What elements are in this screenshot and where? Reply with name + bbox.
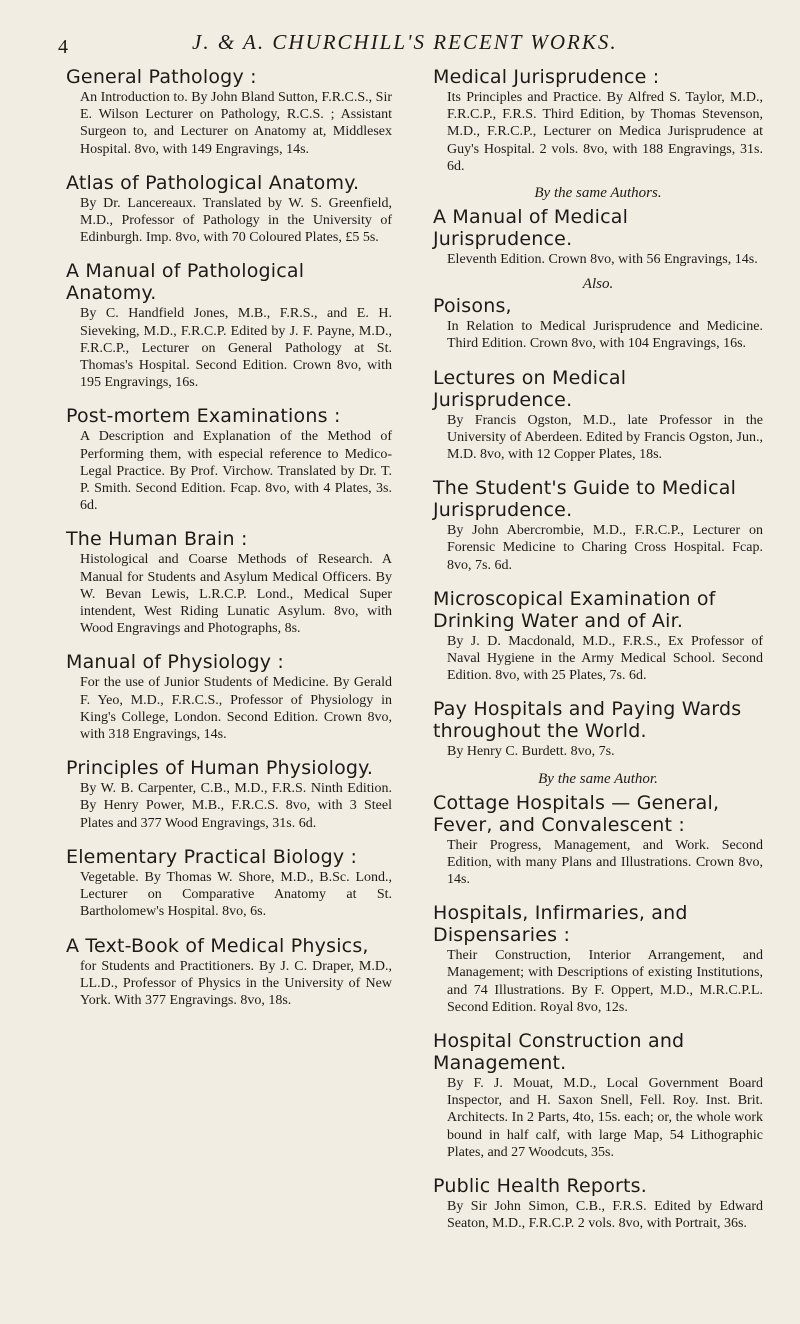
book-description: By J. D. Macdonald, M.D., F.R.S., Ex Professor of Naval Hygiene in the Army Medical School. Second Edition. 8vo, with 25 Plates, 7s. 6d.	[447, 633, 763, 684]
book-description: By John Abercrombie, M.D., F.R.C.P., Lecturer on Forensic Medicine to Charing Cross Hospital. Fcap. 8vo, 7s. 6d.	[447, 523, 763, 573]
book-title: Elementary Practical Biology :	[66, 845, 358, 868]
book-title: Poisons,	[433, 295, 512, 318]
book-entry	[433, 1030, 763, 1161]
book-title: The Human Brain :	[66, 528, 248, 551]
left-column	[66, 66, 392, 1023]
book-entry	[433, 792, 763, 889]
right-column	[433, 66, 763, 1247]
book-title: General Pathology :	[66, 66, 257, 88]
book-title: Microscopical Examination of Drinking Water and of Air.	[433, 587, 716, 632]
book-entry	[66, 405, 392, 514]
book-description: By Dr. Lancereaux. Translated by W. S. Greenfield, M.D., Professor of Pathology in the University of Edinburgh. Imp. 8vo, with 70 Coloured Plates, £5 5s.	[80, 195, 392, 246]
same-authors-note: By the same Authors.	[534, 185, 662, 202]
book-description: Vegetable. By Thomas W. Shore, M.D., B.Sc. Lond., Lecturer on Comparative Anatomy at St. Bartholomew's Hospital. 8vo, 6s.	[80, 869, 392, 920]
book-title: Pay Hospitals and Paying Wards throughout the World.	[433, 698, 742, 743]
book-entry	[433, 698, 763, 760]
book-description: An Introduction to. By John Bland Sutton, F.R.C.S., Sir E. Wilson Lecturer on Pathology, R.C.S. ; Assistant Surgeon to, and Lecturer on Anatomy at, Middlesex Hospital. 8vo, with 149 Engravings, 14s.	[80, 90, 392, 157]
book-entry	[433, 206, 763, 268]
same-author-note: By the same Author.	[538, 770, 658, 787]
also-note: Also.	[582, 276, 614, 293]
book-description: By Henry C. Burdett. 8vo, 7s.	[447, 744, 615, 760]
book-description: Their Construction, Interior Arrangement, and Management; with Descriptions of existing Institutions, and 74 Illustrations. By F. Oppert, M.D., M.R.C.P.L. Second Edition. Royal 8vo, 12s.	[447, 948, 763, 1015]
book-description: By W. B. Carpenter, C.B., M.D., F.R.S. Ninth Edition. By Henry Power, M.B., F.R.C.S. 8vo, with 3 Steel Plates and 377 Wood Engravings, 31s. 6d.	[80, 781, 392, 831]
book-entry	[433, 1175, 763, 1232]
book-description: By F. J. Mouat, M.D., Local Government Board Inspector, and H. Saxon Snell, Fell. Roy. Inst. Brit. Architects. In 2 Parts, 4to, 15s. each; or, the whole work bound in half calf, with large Map, 54 Lithographic Plates, and 27 Woodcuts, 35s.	[447, 1076, 763, 1160]
book-title: A Manual of Medical Jurisprudence.	[433, 206, 629, 251]
book-entry	[66, 651, 392, 743]
page-number: 4	[58, 36, 68, 58]
book-title: Hospitals, Infirmaries, and Dispensaries :	[433, 902, 688, 947]
book-description: Their Progress, Management, and Work. Second Edition, with many Plans and Illustrations. Crown 8vo, 14s.	[447, 837, 763, 888]
book-title: Atlas of Pathological Anatomy.	[66, 171, 360, 194]
book-entry	[66, 66, 392, 158]
book-entry	[433, 588, 763, 685]
book-entry	[433, 902, 763, 1016]
book-entry	[66, 260, 392, 391]
book-description: Eleventh Edition. Crown 8vo, with 56 Engravings, 14s.	[447, 252, 758, 268]
book-description: In Relation to Medical Jurisprudence and Medicine. Third Edition. Crown 8vo, with 104 Engravings, 16s.	[447, 319, 763, 352]
page-header	[0, 14, 800, 58]
book-title: Post-mortem Examinations :	[66, 405, 341, 428]
book-description: A Description and Explanation of the Method of Performing them, with especial reference to Medico-Legal Practice. By Prof. Virchow. Translated by Dr. T. P. Smith. Second Edition. Fcap. 8vo, with 4 Plates, 3s. 6d.	[80, 429, 392, 514]
book-title: Public Health Reports.	[433, 1175, 648, 1198]
book-description: By C. Handfield Jones, M.B., F.R.S., and E. H. Sieveking, M.D., F.R.C.P. Edited by J. F. Payne, M.D., F.R.C.P., Lecturer on General Pathology at St. Thomas's Hospital. Second Edition. Crown 8vo, with 195 Engravings, 16s.	[80, 306, 392, 391]
book-title: Principles of Human Physiology.	[66, 757, 374, 780]
book-title: A Manual of Pathological Anatomy.	[66, 260, 305, 305]
book-entry	[66, 757, 392, 832]
book-description: By Francis Ogston, M.D., late Professor in the University of Aberdeen. Edited by Francis Ogston, Jun., M.D. 8vo, with 12 Copper Plates, 18s.	[447, 412, 763, 463]
book-description: Its Principles and Practice. By Alfred S. Taylor, M.D., F.R.C.P., F.R.S. Third Edition, by Thomas Stevenson, M.D., F.R.C.P., Lecturer on Medica Jurisprudence at Guy's Hospital. 2 vols. 8vo, with 188 Engravings, 31s. 6d.	[447, 90, 763, 174]
book-entry	[66, 172, 392, 247]
book-entry	[433, 66, 763, 175]
book-title: Hospital Construction and Management.	[433, 1030, 685, 1075]
book-description: for Students and Practitioners. By J. C. Draper, M.D., LL.D., Professor of Physics in the University of New York. With 377 Engravings. 8vo, 18s.	[80, 958, 392, 1008]
book-entry	[433, 295, 763, 352]
book-title: Medical Jurisprudence :	[433, 66, 660, 88]
book-entry	[433, 477, 763, 574]
book-title: A Text-Book of Medical Physics,	[66, 934, 369, 957]
book-title: Lectures on Medical Jurisprudence.	[433, 366, 627, 411]
running-title: J. & A. CHURCHILL'S RECENT WORKS.	[192, 30, 618, 54]
book-title: Cottage Hospitals — General, Fever, and Convalescent :	[433, 791, 720, 836]
book-entry	[66, 528, 392, 637]
book-description: Histological and Coarse Methods of Research. A Manual for Students and Asylum Medical Officers. By W. Bevan Lewis, L.R.C.P. Lond., Medical Super intendent, West Riding Lunatic Asylum. 8vo, with Wood Engravings and Photographs, 8s.	[80, 552, 392, 637]
book-title: Manual of Physiology :	[66, 651, 285, 674]
book-title: The Student's Guide to Medical Jurisprudence.	[433, 477, 737, 522]
book-entry	[66, 846, 392, 921]
book-description: By Sir John Simon, C.B., F.R.S. Edited by Edward Seaton, M.D., F.R.C.P. 2 vols. 8vo, with Portrait, 36s.	[447, 1199, 763, 1232]
book-entry	[66, 935, 392, 1010]
book-entry	[433, 367, 763, 464]
book-description: For the use of Junior Students of Medicine. By Gerald F. Yeo, M.D., F.R.C.S., Professor of Physiology in King's College, London. Second Edition. Crown 8vo, with 318 Engravings, 14s.	[80, 675, 392, 743]
